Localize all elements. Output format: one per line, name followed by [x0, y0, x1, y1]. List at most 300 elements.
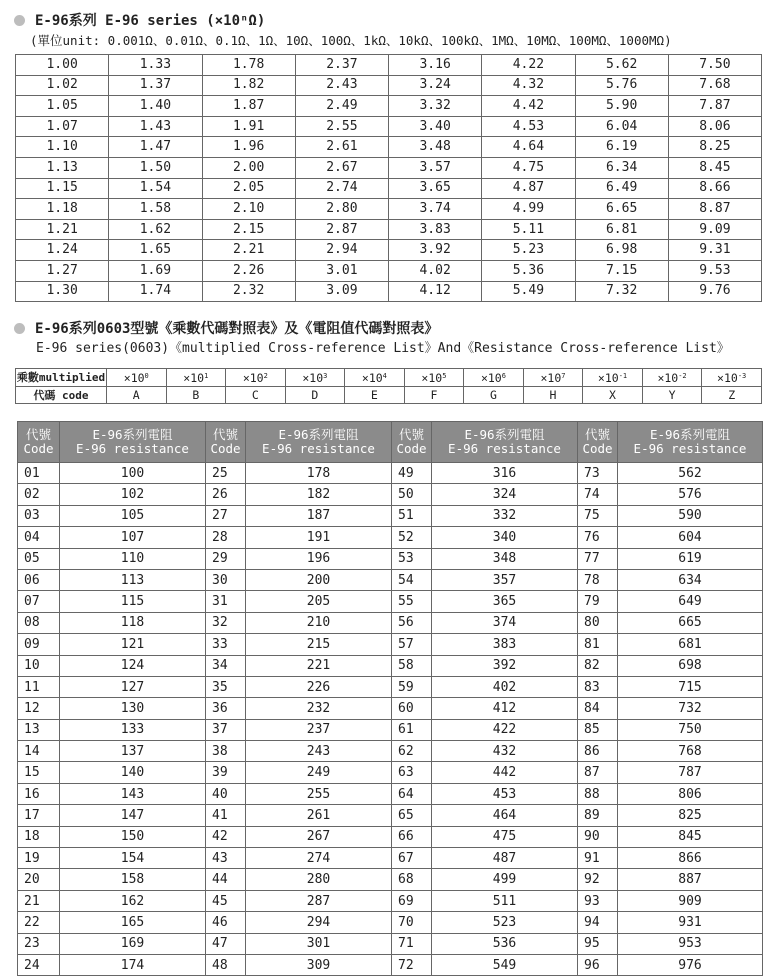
header-code-en: Code [582, 441, 613, 456]
e96-value-cell: 1.00 [16, 55, 109, 76]
code-cell: 21 [18, 890, 60, 911]
resistance-cell: 383 [432, 634, 578, 655]
e96-value-cell: 5.49 [482, 281, 575, 302]
table-row [16, 137, 762, 158]
header-code-zh: 代號 [398, 427, 424, 442]
resistance-cell: 340 [432, 527, 578, 548]
resistance-cell: 499 [432, 869, 578, 890]
e96-value-cell: 8.25 [668, 137, 761, 158]
resistance-cell: 392 [432, 655, 578, 676]
resistance-cell: 110 [60, 548, 206, 569]
resistance-cell: 115 [60, 591, 206, 612]
multiplier-exponent: 2 [263, 372, 268, 380]
e96-value-cell: 4.99 [482, 199, 575, 220]
resistance-cell: 357 [432, 569, 578, 590]
resistance-cell: 113 [60, 569, 206, 590]
multiplier-exponent: 1 [204, 372, 209, 380]
code-cell: 07 [18, 591, 60, 612]
code-cell: 29 [206, 548, 246, 569]
table-row [18, 612, 763, 633]
resistance-cell: 523 [432, 912, 578, 933]
code-cell: 55 [392, 591, 432, 612]
table-row [16, 281, 762, 302]
table-row [18, 762, 763, 783]
e96-value-cell: 1.62 [109, 219, 202, 240]
multiplier-code: G [464, 387, 524, 404]
resistance-cell: 154 [60, 848, 206, 869]
e96-value-cell: 2.26 [202, 260, 295, 281]
code-cell: 25 [206, 463, 246, 484]
resistance-cell: 931 [618, 912, 763, 933]
multiplier-base: ×10 [183, 371, 205, 385]
header-code [18, 422, 60, 463]
e96-value-cell: 3.74 [389, 199, 482, 220]
code-cell: 81 [578, 634, 618, 655]
e96-value-cell: 1.78 [202, 55, 295, 76]
header-code [206, 422, 246, 463]
multiplier-row [16, 369, 762, 387]
multiplier-cell [464, 369, 524, 387]
multiplier-cell [583, 369, 643, 387]
code-cell: 67 [392, 848, 432, 869]
code-cell: 01 [18, 463, 60, 484]
resistance-cell: 768 [618, 741, 763, 762]
resistance-cell: 267 [246, 826, 392, 847]
code-cell: 34 [206, 655, 246, 676]
e96-value-cell: 3.83 [389, 219, 482, 240]
header-resistance-zh: E-96系列電阻 [649, 427, 731, 442]
resistance-cell: 130 [60, 698, 206, 719]
code-cell: 56 [392, 612, 432, 633]
multiplier-exponent: -2 [678, 372, 687, 380]
e96-value-cell: 1.43 [109, 116, 202, 137]
e96-value-cell: 8.66 [668, 178, 761, 199]
e96-value-cell: 2.49 [295, 96, 388, 117]
multiplier-base: ×10 [717, 371, 738, 385]
e96-value-cell: 2.37 [295, 55, 388, 76]
e96-value-cell: 1.24 [16, 240, 109, 261]
resistance-cell: 309 [246, 954, 392, 975]
resistance-cell: 649 [618, 591, 763, 612]
table-row [16, 178, 762, 199]
bullet-dot-icon [14, 323, 25, 334]
code-cell: 70 [392, 912, 432, 933]
e96-value-cell: 4.64 [482, 137, 575, 158]
header-resistance-zh: E-96系列電阻 [464, 427, 545, 442]
code-cell: 38 [206, 741, 246, 762]
code-cell: 48 [206, 954, 246, 975]
header-resistance-en: E-96 resistance [633, 441, 747, 456]
code-cell: 37 [206, 719, 246, 740]
resistance-cell: 604 [618, 527, 763, 548]
resistance-cell: 301 [246, 933, 392, 954]
e96-value-cell: 2.87 [295, 219, 388, 240]
code-cell: 77 [578, 548, 618, 569]
e96-value-cell: 1.37 [109, 75, 202, 96]
resistance-cell: 402 [432, 676, 578, 697]
resistance-cell: 178 [246, 463, 392, 484]
header-code [392, 422, 432, 463]
multiplier-exponent: -1 [618, 372, 628, 380]
e96-value-cell: 3.32 [389, 96, 482, 117]
resistance-cell: 487 [432, 848, 578, 869]
e96-value-cell: 5.36 [482, 260, 575, 281]
table-row [18, 719, 763, 740]
header-code-en: Code [396, 441, 427, 456]
resistance-cell: 432 [432, 741, 578, 762]
code-cell: 61 [392, 719, 432, 740]
code-cell: 91 [578, 848, 618, 869]
header-resistance [618, 422, 763, 463]
table-row [16, 219, 762, 240]
resistance-cell: 210 [246, 612, 392, 633]
code-cell: 75 [578, 505, 618, 526]
code-cell: 51 [392, 505, 432, 526]
resistance-cell: 464 [432, 805, 578, 826]
code-cell: 08 [18, 612, 60, 633]
e96-value-cell: 3.40 [389, 116, 482, 137]
e96-value-cell: 6.04 [575, 116, 668, 137]
e96-value-cell: 1.50 [109, 157, 202, 178]
resistance-cell: 287 [246, 890, 392, 911]
resistance-cell: 127 [60, 676, 206, 697]
code-cell: 31 [206, 591, 246, 612]
code-cell: 09 [18, 634, 60, 655]
e96-value-cell: 2.21 [202, 240, 295, 261]
multiplier-base: ×10 [480, 371, 502, 385]
code-cell: 04 [18, 527, 60, 548]
e96-value-cell: 2.61 [295, 137, 388, 158]
e96-value-cell: 4.87 [482, 178, 575, 199]
e96-value-cell: 4.53 [482, 116, 575, 137]
resistance-cell: 107 [60, 527, 206, 548]
resistance-cell: 243 [246, 741, 392, 762]
code-cell: 86 [578, 741, 618, 762]
e96-value-cell: 1.40 [109, 96, 202, 117]
table-row [18, 676, 763, 697]
resistance-cell: 750 [618, 719, 763, 740]
code-cell: 47 [206, 933, 246, 954]
resistance-cell: 732 [618, 698, 763, 719]
code-cell: 30 [206, 569, 246, 590]
resistance-cell: 205 [246, 591, 392, 612]
table-row [18, 954, 763, 975]
e96-value-cell: 1.10 [16, 137, 109, 158]
resistance-cell: 174 [60, 954, 206, 975]
code-cell: 54 [392, 569, 432, 590]
header-resistance [246, 422, 392, 463]
e96-value-cell: 1.87 [202, 96, 295, 117]
table-row [18, 933, 763, 954]
resistance-cell: 191 [246, 527, 392, 548]
code-cell: 60 [392, 698, 432, 719]
resistance-cell: 475 [432, 826, 578, 847]
resistance-cell: 332 [432, 505, 578, 526]
header-code-zh: 代號 [212, 427, 238, 442]
e96-value-cell: 2.00 [202, 157, 295, 178]
code-cell: 41 [206, 805, 246, 826]
multiplier-code: D [285, 387, 345, 404]
resistance-cell: 121 [60, 634, 206, 655]
resistance-cell: 825 [618, 805, 763, 826]
resistance-cell: 169 [60, 933, 206, 954]
e96-value-cell: 9.76 [668, 281, 761, 302]
multiplier-cell [345, 369, 405, 387]
table-row [16, 260, 762, 281]
resistance-cell: 806 [618, 783, 763, 804]
e96-value-cell: 3.57 [389, 157, 482, 178]
resistance-cell: 137 [60, 741, 206, 762]
resistance-cell: 887 [618, 869, 763, 890]
multiplier-code: E [345, 387, 405, 404]
e96-value-cell: 1.30 [16, 281, 109, 302]
code-cell: 80 [578, 612, 618, 633]
e96-value-cell: 6.49 [575, 178, 668, 199]
resistance-cell: 226 [246, 676, 392, 697]
e96-value-cell: 7.87 [668, 96, 761, 117]
multiplier-base: ×10 [597, 371, 619, 385]
e96-values-table [15, 54, 762, 302]
e96-value-cell: 4.75 [482, 157, 575, 178]
code-cell: 02 [18, 484, 60, 505]
multiplier-label: 乘數multiplied [16, 369, 107, 387]
resistance-cell: 294 [246, 912, 392, 933]
table-row [18, 890, 763, 911]
multiplier-exponent: 5 [442, 372, 447, 380]
multiplier-code: B [166, 387, 226, 404]
code-cell: 83 [578, 676, 618, 697]
resistance-cell: 133 [60, 719, 206, 740]
code-cell: 14 [18, 741, 60, 762]
multiplier-code: C [226, 387, 286, 404]
table-row [18, 826, 763, 847]
e96-value-cell: 2.80 [295, 199, 388, 220]
code-cell: 36 [206, 698, 246, 719]
multiplier-exponent: -3 [737, 372, 747, 380]
code-cell: 18 [18, 826, 60, 847]
code-cell: 22 [18, 912, 60, 933]
multiplier-cell [107, 369, 167, 387]
resistance-cell: 511 [432, 890, 578, 911]
resistance-cell: 232 [246, 698, 392, 719]
header-resistance-en: E-96 resistance [76, 441, 189, 456]
code-cell: 82 [578, 655, 618, 676]
table-row [18, 527, 763, 548]
resistance-cell: 787 [618, 762, 763, 783]
multiplier-base: ×10 [302, 371, 324, 385]
e96-value-cell: 1.82 [202, 75, 295, 96]
code-cell: 66 [392, 826, 432, 847]
multiplier-exponent: 6 [501, 372, 506, 380]
e96-value-cell: 5.62 [575, 55, 668, 76]
e96-value-cell: 4.42 [482, 96, 575, 117]
e96-value-cell: 1.21 [16, 219, 109, 240]
e96-value-cell: 1.96 [202, 137, 295, 158]
code-list-subtitle: E-96 series(0603)《multiplied Cross-reference List》And《Resistance Cross-reference List》 [36, 341, 730, 356]
table-row [18, 655, 763, 676]
table-row [18, 783, 763, 804]
code-cell: 58 [392, 655, 432, 676]
resistance-cell: 249 [246, 762, 392, 783]
e96-value-cell: 3.24 [389, 75, 482, 96]
resistance-cell: 124 [60, 655, 206, 676]
resistance-cell: 953 [618, 933, 763, 954]
e96-value-cell: 1.02 [16, 75, 109, 96]
code-cell: 20 [18, 869, 60, 890]
resistance-cell: 140 [60, 762, 206, 783]
header-resistance [60, 422, 206, 463]
multiplier-base: ×10 [540, 371, 562, 385]
table-row [18, 848, 763, 869]
resistance-cell: 866 [618, 848, 763, 869]
code-cell: 33 [206, 634, 246, 655]
e96-value-cell: 1.33 [109, 55, 202, 76]
e96-value-cell: 5.11 [482, 219, 575, 240]
multiplier-cell [642, 369, 702, 387]
e96-value-cell: 1.07 [16, 116, 109, 137]
code-cell: 40 [206, 783, 246, 804]
e96-value-cell: 3.65 [389, 178, 482, 199]
e96-value-cell: 6.65 [575, 199, 668, 220]
resistance-cell: 143 [60, 783, 206, 804]
e96-value-cell: 6.81 [575, 219, 668, 240]
e96-value-cell: 1.69 [109, 260, 202, 281]
header-resistance-en: E-96 resistance [262, 441, 375, 456]
e96-value-cell: 6.98 [575, 240, 668, 261]
code-cell: 10 [18, 655, 60, 676]
code-cell: 24 [18, 954, 60, 975]
multiplier-code-table [15, 368, 762, 404]
code-cell: 79 [578, 591, 618, 612]
multiplier-exponent: 4 [382, 372, 387, 380]
e96-value-cell: 6.34 [575, 157, 668, 178]
resistance-cell: 698 [618, 655, 763, 676]
code-cell: 12 [18, 698, 60, 719]
resistance-cell: 562 [618, 463, 763, 484]
e96-value-cell: 2.55 [295, 116, 388, 137]
e96-value-cell: 7.15 [575, 260, 668, 281]
e96-value-cell: 2.15 [202, 219, 295, 240]
multiplier-code: Y [642, 387, 702, 404]
resistance-cell: 665 [618, 612, 763, 633]
code-cell: 73 [578, 463, 618, 484]
resistance-cell: 845 [618, 826, 763, 847]
multiplier-cell [285, 369, 345, 387]
resistance-cell: 422 [432, 719, 578, 740]
e96-value-cell: 1.91 [202, 116, 295, 137]
table-row [18, 484, 763, 505]
table-row [18, 463, 763, 484]
code-table-header [18, 422, 763, 463]
multiplier-cell [702, 369, 762, 387]
e96-value-cell: 9.31 [668, 240, 761, 261]
e96-value-cell: 2.94 [295, 240, 388, 261]
code-cell: 13 [18, 719, 60, 740]
e96-value-cell: 4.12 [389, 281, 482, 302]
header-code-en: Code [23, 441, 54, 456]
multiplier-code: A [107, 387, 167, 404]
resistance-cell: 221 [246, 655, 392, 676]
code-cell: 59 [392, 676, 432, 697]
resistance-cell: 634 [618, 569, 763, 590]
code-cell: 78 [578, 569, 618, 590]
multiplier-exponent: 7 [561, 372, 566, 380]
e96-value-cell: 1.13 [16, 157, 109, 178]
e96-value-cell: 2.43 [295, 75, 388, 96]
resistance-code-table [17, 421, 763, 976]
table-row [18, 912, 763, 933]
code-cell: 27 [206, 505, 246, 526]
resistance-cell: 412 [432, 698, 578, 719]
code-cell: 76 [578, 527, 618, 548]
code-list-title: E-96系列0603型號《乘數代碼對照表》及《電阻值代碼對照表》 [35, 321, 439, 337]
code-cell: 49 [392, 463, 432, 484]
resistance-cell: 619 [618, 548, 763, 569]
table-row [18, 591, 763, 612]
code-label: 代碼 code [16, 387, 107, 404]
table-row [18, 741, 763, 762]
table-row [16, 199, 762, 220]
multiplier-code: Z [702, 387, 762, 404]
header-resistance-en: E-96 resistance [448, 441, 561, 456]
e96-value-cell: 1.65 [109, 240, 202, 261]
table-row [16, 55, 762, 76]
table-row [16, 157, 762, 178]
e96-value-cell: 4.22 [482, 55, 575, 76]
e96-value-cell: 3.48 [389, 137, 482, 158]
multiplier-cell [226, 369, 286, 387]
resistance-cell: 536 [432, 933, 578, 954]
multiplier-base: ×10 [361, 371, 383, 385]
e96-value-cell: 3.92 [389, 240, 482, 261]
resistance-cell: 261 [246, 805, 392, 826]
table-row [16, 96, 762, 117]
code-cell: 71 [392, 933, 432, 954]
code-list-heading [14, 318, 438, 338]
resistance-cell: 274 [246, 848, 392, 869]
resistance-cell: 182 [246, 484, 392, 505]
code-cell: 50 [392, 484, 432, 505]
header-resistance [432, 422, 578, 463]
e96-value-cell: 5.76 [575, 75, 668, 96]
code-cell: 43 [206, 848, 246, 869]
resistance-cell: 549 [432, 954, 578, 975]
resistance-cell: 158 [60, 869, 206, 890]
code-cell: 92 [578, 869, 618, 890]
e96-value-cell: 2.74 [295, 178, 388, 199]
resistance-cell: 365 [432, 591, 578, 612]
code-cell: 94 [578, 912, 618, 933]
code-cell: 63 [392, 762, 432, 783]
code-cell: 53 [392, 548, 432, 569]
resistance-cell: 324 [432, 484, 578, 505]
resistance-cell: 590 [618, 505, 763, 526]
e96-value-cell: 9.09 [668, 219, 761, 240]
e96-value-cell: 1.27 [16, 260, 109, 281]
e96-value-cell: 1.54 [109, 178, 202, 199]
bullet-dot-icon [14, 15, 25, 26]
resistance-cell: 715 [618, 676, 763, 697]
code-cell: 93 [578, 890, 618, 911]
code-cell: 03 [18, 505, 60, 526]
table-row [18, 505, 763, 526]
e96-series-heading [14, 10, 265, 30]
header-code-zh: 代號 [584, 427, 610, 442]
resistance-cell: 215 [246, 634, 392, 655]
header-code [578, 422, 618, 463]
table-row [16, 75, 762, 96]
code-cell: 45 [206, 890, 246, 911]
